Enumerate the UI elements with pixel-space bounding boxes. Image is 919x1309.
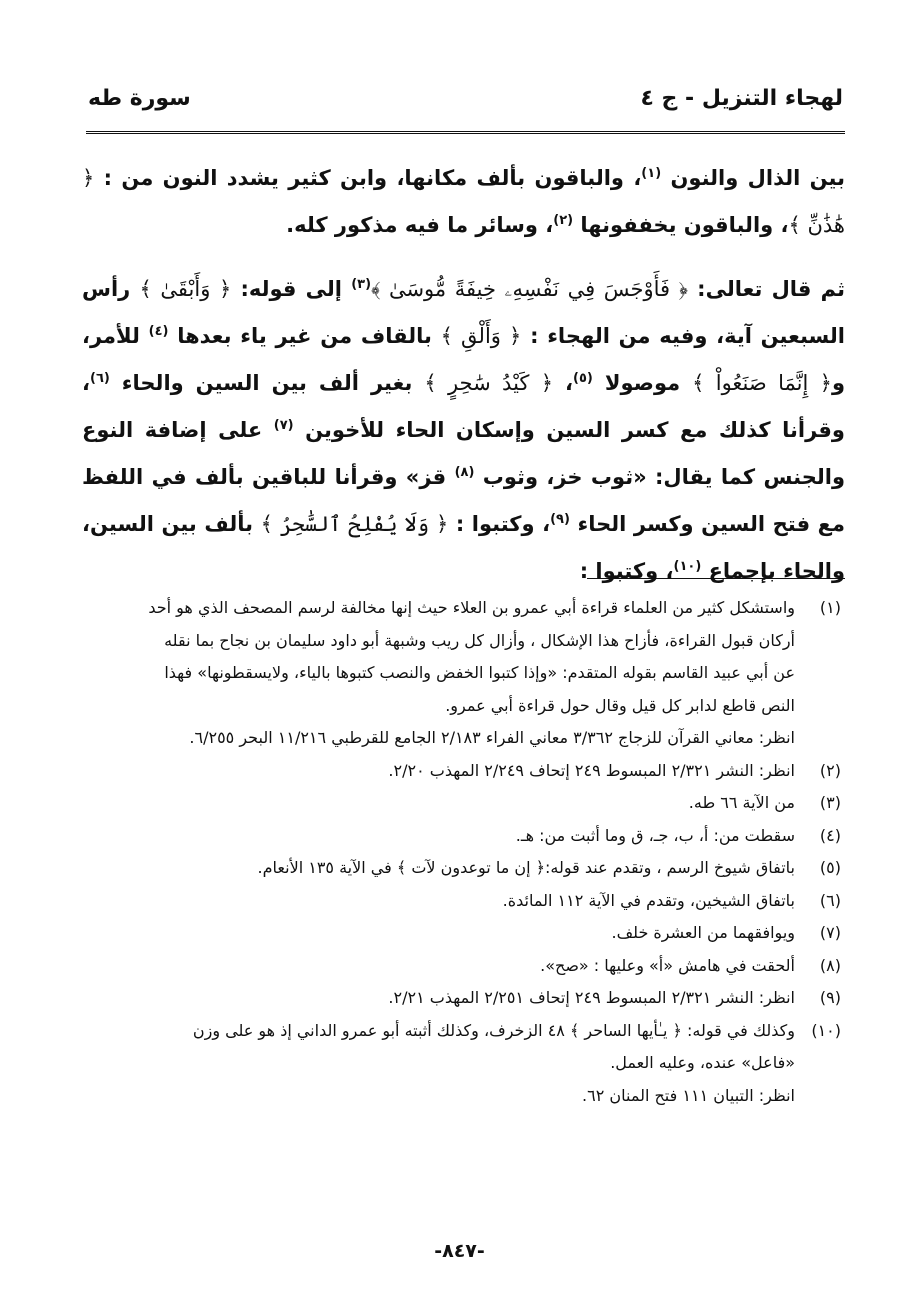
quran-quote: ﴿ وَأَبْقَىٰ ﴾ — [139, 277, 232, 301]
text-run: ، والباقون يخففونها — [573, 213, 789, 237]
footnote-separator — [587, 578, 845, 579]
footnote-5 — [86, 852, 841, 885]
quran-quote: ﴿ إِنَّمَا صَنَعُواْ ﴾ — [692, 371, 832, 395]
text-run: بالقاف من غير ياء بعدها — [168, 324, 441, 348]
footnote-line: عن أبي عبيد القاسم بقوله المتقدم: «وإذا كتبوا الخفض والنصب كتبوها بالياء، ولايسقطونها» فهذا — [164, 663, 795, 682]
footnote-2 — [86, 755, 841, 788]
main-paragraph — [82, 266, 845, 595]
footnote-ref: (٥) — [573, 371, 593, 386]
text-run: موصولا — [592, 371, 693, 395]
page-header — [88, 86, 843, 126]
footnote-ref: (٧) — [273, 418, 294, 433]
text-run: ، وسائر ما فيه مذكور كله. — [286, 213, 554, 237]
footnote-10 — [86, 1015, 841, 1113]
text-run: على إضافة النوع والجنس كما يقال: «ثوب خز، وثوب — [82, 418, 845, 489]
main-text — [82, 155, 845, 595]
footnote-number: (٩) — [819, 988, 841, 1007]
footnote-8 — [86, 950, 841, 983]
text-run: قز» وقرأنا للباقين بألف في اللفظ مع فتح السين وكسر الحاء — [82, 465, 845, 536]
quran-quote: ﴿ فَأَوْجَسَ فِي نَفْسِهِۦ خِيفَةً مُّوسَىٰ ﴾ — [371, 277, 688, 301]
text-run: ، وكتبوا : — [448, 512, 551, 536]
quran-quote: ﴿ إن ما توعدون لآت ﴾ — [396, 858, 546, 877]
footnote-text: ٤٨ الزخرف، وكذلك أثبته أبو عمرو الداني إذ هو على وزن — [192, 1020, 570, 1040]
footnote-body: ويوافقهما من العشرة خلف. — [611, 923, 795, 942]
footnote-3 — [86, 787, 841, 820]
footnote-body — [86, 592, 795, 755]
footnote-body — [86, 1015, 795, 1113]
footnote-ref: (٤) — [148, 324, 169, 339]
footnote-text: باتفاق شيوخ الرسم ، وتقدم عند قوله: — [545, 858, 795, 877]
footnote-text: في الآية ١٣٥ الأنعام. — [257, 858, 397, 877]
footnote-number: (٢) — [819, 760, 841, 780]
quran-quote: ﴿ يـٰأيها الساحر ﴾ — [569, 1020, 682, 1040]
text-run: إلى قوله: — [231, 277, 352, 301]
text-run: ثم قال تعالى: — [687, 277, 846, 301]
footnote-1 — [86, 592, 841, 755]
footnote-number: (٤) — [819, 825, 841, 845]
footnote-6 — [86, 885, 841, 918]
footnote-ref: (١٠) — [673, 559, 702, 574]
text-run: بين الذال والنون — [661, 166, 845, 190]
footnote-line: أركان قبول القراءة، فأزاح هذا الإشكال ، وأزال كل ريب وشبهة أبو داود سليمان بن نجاح بما نقله — [164, 630, 795, 650]
running-book-title: لهجاء التنزيل - ج ٤ — [640, 86, 843, 111]
footnote-ref: (٣) — [351, 277, 372, 292]
footnote-number: (٨) — [819, 955, 841, 975]
footnote-body — [86, 852, 795, 885]
footnote-text: وكذلك في قوله: — [681, 1020, 795, 1040]
footnote-ref: (٦) — [89, 371, 110, 386]
footnote-9 — [86, 982, 841, 1015]
footnote-line: واستشكل كثير من العلماء قراءة أبي عمرو بن العلاء حيث إنها مخالفة لرسم المصحف الذي هو أحد — [148, 598, 795, 617]
footnote-number: (٣) — [819, 793, 841, 812]
footnote-line: انظر: معاني القرآن للزجاج ٣/٣٦٢ معاني الفراء ٢/١٨٣ الجامع للقرطبي ١١/٢١٦ البحر ٦/٢٥٥. — [189, 728, 795, 747]
footnote-line: «فاعل» عنده، وعليه العمل. — [610, 1053, 795, 1072]
footnote-7 — [86, 917, 841, 950]
main-paragraph — [82, 155, 845, 249]
text-run: ، وقرأنا كذلك مع كسر السين وإسكان الحاء للأخوين — [82, 371, 845, 442]
quran-quote: ﴿ وَلَا يُفْلِحُ ٱلسَّٰحِرُ ﴾ — [260, 512, 449, 536]
footnote-line — [86, 1015, 795, 1048]
footnotes — [86, 592, 841, 1112]
quran-quote: ﴿ هَٰذَٰنِّ ﴾ — [82, 166, 845, 237]
footnote-number: (٦) — [819, 890, 841, 910]
running-surah-name: سورة طه — [88, 86, 191, 111]
footnote-ref: (٢) — [553, 213, 574, 228]
footnote-body: انظر: النشر ٢/٣٢١ المبسوط ٢٤٩ إتحاف ٢/٢٥١ المهذب ٢/٢١. — [388, 988, 795, 1007]
quran-quote: ﴿ كَيْدُ سَٰحِرٍ ﴾ — [424, 371, 554, 395]
footnote-body: سقطت من: أ، ب، جـ، ق وما أثبت من: هـ. — [515, 825, 795, 845]
footnote-body: ألحقت في هامش «أ» وعليها : «صح». — [540, 955, 795, 975]
footnote-number: (١٠) — [811, 1020, 841, 1040]
footnote-4 — [86, 820, 841, 853]
footnote-number: (٧) — [819, 923, 841, 942]
text-run: ، — [553, 371, 574, 395]
footnote-line: النص قاطع لدابر كل قيل وقال حول قراءة أبي عمرو. — [445, 695, 795, 715]
text-run: للأمر، و — [82, 324, 845, 395]
quran-quote: ﴿ وَأَلْقِ ﴾ — [440, 324, 522, 348]
text-run: بغير ألف بين السين والحاء — [109, 371, 425, 395]
page-number: -٨٤٧- — [434, 1240, 485, 1262]
footnote-number: (٥) — [819, 858, 841, 877]
text-run: ، وكتبوا : — [579, 559, 674, 583]
header-rule — [86, 131, 845, 134]
text-run: رأس السبعين آية، وفيه من الهجاء : — [82, 277, 845, 348]
footnote-number: (١) — [819, 598, 841, 617]
footnote-ref: (١) — [641, 166, 662, 181]
text-run: ، والباقون بألف مكانها، وابن كثير يشدد النون من : — [94, 166, 642, 190]
footnote-ref: (٩) — [550, 512, 570, 527]
text-run: بألف بين السين، والحاء بإجماع — [82, 512, 845, 583]
footnote-body: باتفاق الشيخين، وتقدم في الآية ١١٢ المائدة. — [502, 890, 795, 910]
footnote-ref: (٨) — [454, 465, 475, 480]
footnote-body: من الآية ٦٦ طه. — [688, 793, 795, 812]
footnote-line: انظر: التبيان ١١١ فتح المنان ٦٢. — [582, 1085, 795, 1105]
footnote-body: انظر: النشر ٢/٣٢١ المبسوط ٢٤٩ إتحاف ٢/٢٤٩ المهذب ٢/٢٠. — [388, 760, 795, 780]
